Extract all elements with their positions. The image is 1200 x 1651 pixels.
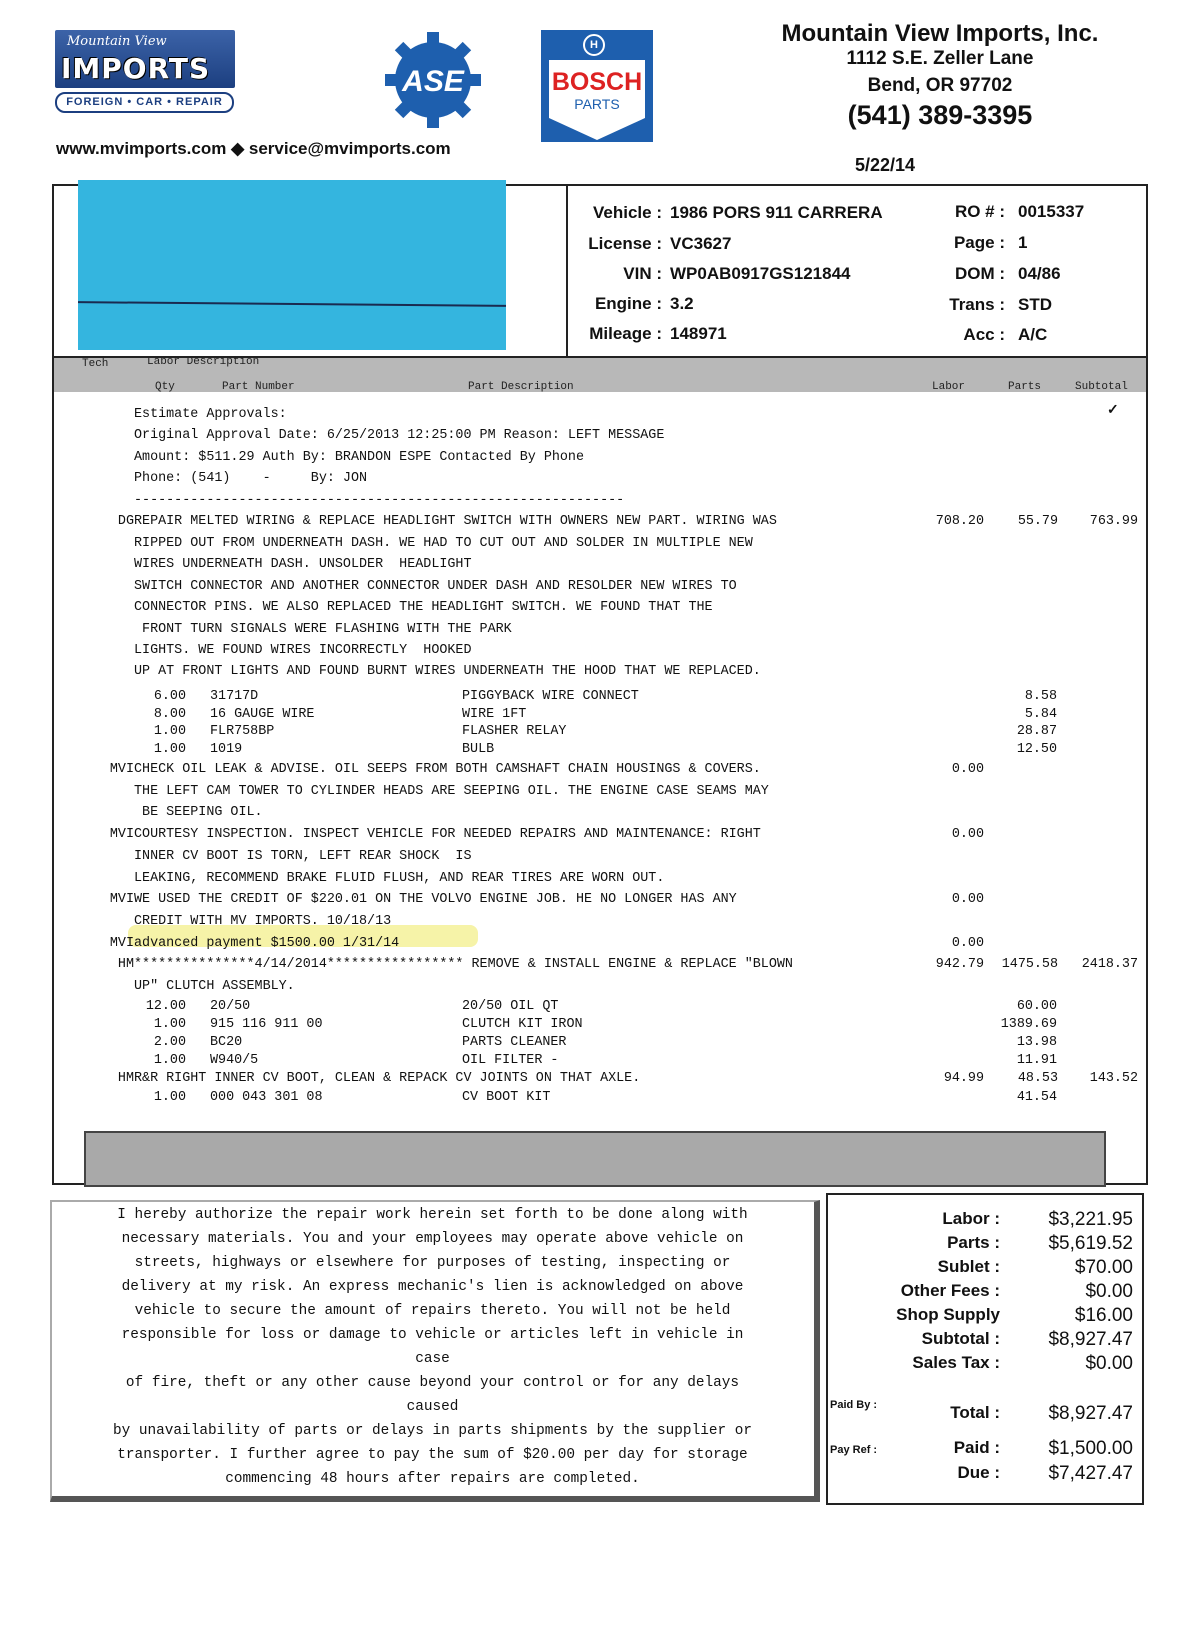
line-description: CHECK OIL LEAK & ADVISE. OIL SEEPS FROM BOTH CAMSHAFT CHAIN HOUSINGS & COVERS. (134, 762, 761, 777)
trans-value: STD (1018, 295, 1052, 314)
sales-tax-label: Sales Tax : (912, 1353, 1000, 1372)
part-price: 11.91 (1016, 1052, 1057, 1068)
mileage-value: 148971 (670, 324, 727, 343)
parts-total-label: Parts : (947, 1233, 1000, 1252)
authorization-line: I hereby authorize the repair work herein set forth to be done along with (117, 1207, 748, 1223)
col-tech: Tech (82, 358, 109, 370)
part-description: 20/50 OIL QT (462, 999, 559, 1014)
parts-total: $5,619.52 (1048, 1233, 1133, 1254)
line-labor: 0.00 (951, 892, 984, 908)
authorization-line: streets, highways or elsewhere for purposes of testing, inspecting or (134, 1255, 731, 1271)
part-description: CLUTCH KIT IRON (462, 1016, 583, 1032)
bosch-inner (549, 60, 645, 118)
tech-code: DG (117, 514, 134, 530)
part-description: BULB (462, 741, 495, 757)
line-description: FRONT TURN SIGNALS WERE FLASHING WITH THE PARK (134, 621, 512, 637)
vehicle-label: Vehicle : (593, 203, 662, 222)
part-qty: 6.00 (153, 689, 186, 704)
part-number: 1019 (210, 741, 243, 757)
line-description: Estimate Approvals: (134, 407, 287, 422)
authorization-line: transporter. I further agree to pay the sum of $20.00 per day for storage (117, 1447, 748, 1463)
part-qty: 12.00 (145, 999, 186, 1014)
logo-script: Mountain View (67, 34, 167, 49)
due-total: $7,427.47 (1048, 1463, 1133, 1484)
acc-value: A/C (1018, 325, 1048, 344)
shop-supply-total: $16.00 (1074, 1305, 1133, 1326)
part-number: 20/50 (210, 999, 251, 1014)
line-description: UP AT FRONT LIGHTS AND FOUND BURNT WIRES UNDERNEATH THE HOOD THAT WE REPLACED. (134, 664, 761, 680)
line-description: RIPPED OUT FROM UNDERNEATH DASH. WE HAD TO CUT OUT AND SOLDER IN MULTIPLE NEW (134, 535, 753, 551)
tech-code: MVI (109, 827, 134, 843)
authorization-line: responsible for loss or damage to vehicle or articles left in vehicle in (121, 1327, 744, 1343)
part-price: 28.87 (1016, 724, 1057, 739)
vin-value: WP0AB0917GS121844 (670, 264, 851, 283)
labor-total-label: Labor : (942, 1209, 1000, 1228)
mileage-label: Mileage : (589, 324, 662, 343)
col-labor: Labor (932, 381, 966, 393)
logo-tagline: FOREIGN • CAR • REPAIR (55, 92, 234, 113)
line-parts: 1475.58 (1001, 957, 1058, 973)
authorization-line: necessary materials. You and your employees may operate above vehicle on (121, 1231, 744, 1247)
total-label: Total : (950, 1403, 1000, 1422)
col-qty: Qty (155, 381, 175, 393)
col-labor-description: Labor Description (147, 356, 260, 368)
part-qty: 1.00 (153, 1090, 186, 1105)
pay-ref-label: Pay Ref : (830, 1444, 878, 1456)
part-description: FLASHER RELAY (462, 724, 567, 739)
part-qty: 2.00 (153, 1034, 186, 1050)
part-number: 16 GAUGE WIRE (210, 706, 315, 722)
line-subtotal: 763.99 (1089, 514, 1138, 530)
line-description: Original Approval Date: 6/25/2013 12:25:00 PM Reason: LEFT MESSAGE (134, 428, 665, 444)
part-price: 12.50 (1016, 741, 1057, 757)
tech-code: HM (117, 957, 134, 973)
line-labor: 94.99 (943, 1071, 984, 1086)
subtotal-total: $8,927.47 (1048, 1329, 1133, 1350)
line-description: WE USED THE CREDIT OF $220.01 ON THE VOLVO ENGINE JOB. HE NO LONGER HAS ANY (134, 892, 737, 908)
part-qty: 1.00 (153, 1052, 186, 1068)
other-fees-total: $0.00 (1085, 1281, 1133, 1302)
acc-label: Acc : (963, 325, 1005, 344)
company-phone: (541) 389-3395 (847, 100, 1033, 130)
part-description: PARTS CLEANER (462, 1034, 567, 1050)
part-price: 60.00 (1016, 999, 1057, 1014)
mv-imports-logo (55, 28, 235, 116)
page-label: Page : (953, 233, 1005, 252)
authorization-line: by unavailability of parts or delays in parts shipments by the supplier or (112, 1423, 753, 1439)
document-date: 5/22/14 (855, 155, 916, 175)
line-description: ***************4/14/2014***************** REMOVE & INSTALL ENGINE & REPLACE "BLOWN (134, 957, 793, 973)
redacted-bar (84, 1131, 1106, 1187)
paid-by-label: Paid By : (830, 1399, 878, 1411)
part-number: 000 043 301 08 (210, 1090, 323, 1105)
line-description: COURTESY INSPECTION. INSPECT VEHICLE FOR NEEDED REPAIRS AND MAINTENANCE: RIGHT (134, 827, 761, 843)
company-name: Mountain View Imports, Inc. (781, 20, 1099, 47)
line-subtotal: 2418.37 (1081, 957, 1138, 973)
engine-label: Engine : (594, 294, 662, 313)
grand-total: $8,927.47 (1048, 1403, 1133, 1424)
bosch-armature-icon: H (583, 34, 605, 56)
logo-box (55, 30, 235, 88)
tech-code: MVI (109, 892, 134, 908)
paid-total: $1,500.00 (1048, 1438, 1133, 1459)
part-number: 915 116 911 00 (210, 1016, 323, 1032)
tech-code: MVI (109, 935, 134, 951)
license-value: VC3627 (670, 234, 732, 253)
part-price: 5.84 (1024, 706, 1057, 722)
col-parts: Parts (1008, 381, 1042, 393)
web-email: www.mvimports.com ◆ service@mvimports.com (56, 139, 451, 158)
bosch-text: BOSCH (551, 68, 643, 96)
line-description: Phone: (541) - By: JON (134, 471, 368, 487)
ase-text: ASE (402, 65, 464, 98)
due-label: Due : (957, 1463, 1000, 1482)
line-labor: 0.00 (951, 762, 984, 777)
authorization-line: commencing 48 hours after repairs are completed. (225, 1471, 640, 1487)
authorization-line: vehicle to secure the amount of repairs thereto. You will not be held (134, 1303, 731, 1319)
dom-label: DOM : (954, 264, 1005, 283)
part-number: 31717D (210, 689, 259, 704)
line-description: REPAIR MELTED WIRING & REPLACE HEADLIGHT SWITCH WITH OWNERS NEW PART. WIRING WAS (134, 514, 777, 530)
line-description: INNER CV BOOT IS TORN, LEFT REAR SHOCK IS (134, 848, 472, 864)
line-labor: 708.20 (935, 514, 984, 530)
authorization-line: case (415, 1351, 450, 1367)
bosch-parts-text: PARTS (574, 96, 620, 112)
line-description: advanced payment $1500.00 1/31/14 (134, 935, 400, 951)
part-price: 1389.69 (1000, 1016, 1057, 1032)
line-description: R&R RIGHT INNER CV BOOT, CLEAN & REPACK CV JOINTS ON THAT AXLE. (134, 1071, 641, 1086)
other-fees-label: Other Fees : (900, 1281, 1000, 1300)
line-description: ------------------------------------------------------------- (134, 492, 625, 508)
part-description: WIRE 1FT (462, 706, 527, 722)
tech-code: HM (117, 1071, 134, 1086)
company-address-1: 1112 S.E. Zeller Lane (846, 48, 1034, 69)
part-description: PIGGYBACK WIRE CONNECT (462, 689, 639, 704)
line-description: LIGHTS. WE FOUND WIRES INCORRECTLY HOOKED (134, 642, 472, 658)
bosch-logo (541, 30, 653, 142)
part-description: OIL FILTER - (462, 1052, 559, 1068)
part-qty: 8.00 (153, 706, 186, 722)
authorization-line: of fire, theft or any other cause beyond your control or for any delays (125, 1375, 740, 1391)
license-label: License : (588, 234, 662, 253)
part-price: 41.54 (1016, 1090, 1057, 1105)
company-address-2: Bend, OR 97702 (867, 75, 1013, 96)
sublet-label: Sublet : (937, 1257, 1000, 1276)
logo-main: IMPORTS (61, 52, 211, 85)
line-labor: 942.79 (935, 957, 984, 973)
vin-label: VIN : (623, 264, 662, 283)
part-qty: 1.00 (153, 724, 186, 739)
col-part-description: Part Description (468, 381, 574, 393)
shop-supply-label: Shop Supply (896, 1305, 1000, 1324)
line-labor: 0.00 (951, 935, 984, 951)
bosch-chevron-icon (541, 118, 653, 142)
line-description: CREDIT WITH MV IMPORTS. 10/18/13 (134, 913, 392, 929)
line-description: WIRES UNDERNEATH DASH. UNSOLDER HEADLIGHT (134, 557, 472, 573)
sales-tax-total: $0.00 (1085, 1353, 1133, 1374)
part-number: FLR758BP (210, 724, 275, 739)
authorization-line: caused (406, 1399, 459, 1415)
line-description: UP" CLUTCH ASSEMBLY. (134, 979, 295, 994)
engine-value: 3.2 (670, 294, 694, 313)
trans-label: Trans : (949, 295, 1005, 314)
part-number: W940/5 (210, 1052, 259, 1068)
line-description: CONNECTOR PINS. WE ALSO REPLACED THE HEADLIGHT SWITCH. WE FOUND THAT THE (134, 600, 713, 616)
ro-value: 0015337 (1018, 202, 1085, 221)
subtotal-label: Subtotal : (921, 1329, 1000, 1348)
authorization-line: delivery at my risk. An express mechanic's lien is acknowledged on above (121, 1279, 744, 1295)
part-qty: 1.00 (153, 741, 186, 757)
line-description: BE SEEPING OIL. (134, 805, 263, 821)
labor-total: $3,221.95 (1048, 1209, 1133, 1230)
redacted-customer-info (78, 180, 506, 350)
line-labor: 0.00 (951, 827, 984, 843)
vehicle-value: 1986 PORS 911 CARRERA (670, 203, 883, 222)
line-description: Amount: $511.29 Auth By: BRANDON ESPE Contacted By Phone (134, 449, 584, 465)
page-value: 1 (1018, 233, 1028, 252)
dom-value: 04/86 (1018, 264, 1061, 283)
part-price: 13.98 (1016, 1034, 1057, 1050)
ase-gear-icon (383, 30, 483, 130)
paid-label: Paid : (953, 1438, 1000, 1457)
tech-code: MVI (109, 762, 134, 777)
line-description: THE LEFT CAM TOWER TO CYLINDER HEADS ARE SEEPING OIL. THE ENGINE CASE SEAMS MAY (134, 783, 769, 799)
line-parts: 55.79 (1017, 514, 1058, 530)
col-subtotal: Subtotal (1075, 381, 1128, 393)
line-subtotal: 143.52 (1089, 1071, 1138, 1086)
line-description: SWITCH CONNECTOR AND ANOTHER CONNECTOR UNDER DASH AND RESOLDER NEW WIRES TO (134, 578, 737, 594)
bosch-box (541, 30, 653, 142)
line-description: LEAKING, RECOMMEND BRAKE FLUID FLUSH, AND REAR TIRES ARE WORN OUT. (134, 870, 665, 886)
check-mark: ✓ (1107, 401, 1119, 417)
line-parts: 48.53 (1017, 1071, 1058, 1086)
sublet-total: $70.00 (1074, 1257, 1133, 1278)
col-part-number: Part Number (222, 381, 295, 393)
part-qty: 1.00 (153, 1016, 186, 1032)
part-price: 8.58 (1024, 689, 1057, 704)
ro-label: RO # : (954, 202, 1005, 221)
part-description: CV BOOT KIT (462, 1090, 551, 1105)
part-number: BC20 (210, 1034, 243, 1050)
ase-logo (383, 30, 483, 130)
